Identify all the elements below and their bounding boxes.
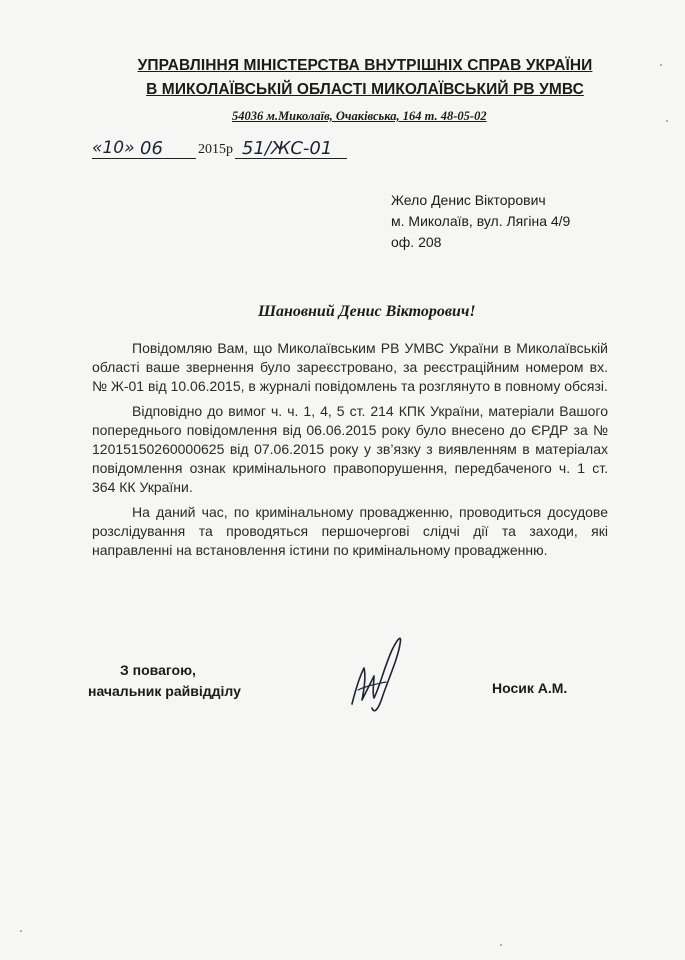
letter-body bbox=[92, 339, 608, 565]
scan-speck bbox=[666, 120, 668, 122]
outgoing-number: 51/ЖС-01 bbox=[242, 138, 333, 159]
outgoing-month: 06 bbox=[140, 138, 163, 159]
body-paragraph: На даний час, по кримінальному провадженню, проводиться досудове розслідування та проводяться першочергові слідчі дії та заходи, які направленні на встановлення істини по кримінальному провадженню. bbox=[92, 503, 608, 559]
letterhead bbox=[95, 54, 635, 102]
underline bbox=[235, 158, 347, 159]
scan-speck bbox=[500, 944, 502, 946]
closing-position: начальник райвідділу bbox=[88, 683, 241, 699]
body-paragraph: Відповідно до вимог ч. ч. 1, 4, 5 ст. 214 КПК України, матеріали Вашого попереднього повідомлення від 06.06.2015 року було внесено до ЄРДР за № 12015150260000625 від 07.06.2015 року у зв’язку з виявленням в матеріалах повідомлення ознак кримінального правопорушення, передбаченого ч. 1 ст. 364 КК України. bbox=[92, 402, 608, 496]
letterhead-line-1: УПРАВЛІННЯ МІНІСТЕРСТВА ВНУТРІШНІХ СПРАВ УКРАЇНИ bbox=[137, 57, 593, 74]
signatory-name: Носик А.М. bbox=[492, 680, 568, 696]
salutation: Шановний Денис Вікторович! bbox=[258, 303, 476, 320]
scan-speck bbox=[660, 64, 662, 66]
outgoing-day: «10» bbox=[92, 138, 135, 158]
scan-speck bbox=[20, 930, 22, 932]
letterhead-address: 54036 м.Миколаїв, Очаківська, 164 т. 48-05-02 bbox=[232, 109, 487, 123]
closing-regards: З повагою, bbox=[120, 662, 196, 678]
recipient-name: Жело Денис Вікторович bbox=[391, 192, 546, 208]
underline bbox=[130, 158, 196, 159]
closing-block bbox=[88, 660, 241, 702]
recipient-block bbox=[391, 190, 651, 253]
recipient-office: оф. 208 bbox=[391, 234, 442, 250]
recipient-address: м. Миколаїв, вул. Лягіна 4/9 bbox=[391, 213, 571, 229]
letterhead-line-2: В МИКОЛАЇВСЬКІЙ ОБЛАСТІ МИКОЛАЇВСЬКИЙ РВ УМВС bbox=[146, 81, 584, 98]
outgoing-year: 2015р bbox=[198, 142, 233, 157]
handwritten-signature bbox=[338, 628, 408, 718]
body-paragraph: Повідомляю Вам, що Миколаївським РВ УМВС України в Миколаївській області ваше звернення було зареєстровано, за реєстраційним номером вх. № Ж-01 від 10.06.2015, в журналі повідомлень та розглянуто в повному обсязі. bbox=[92, 340, 608, 395]
underline bbox=[92, 158, 130, 159]
